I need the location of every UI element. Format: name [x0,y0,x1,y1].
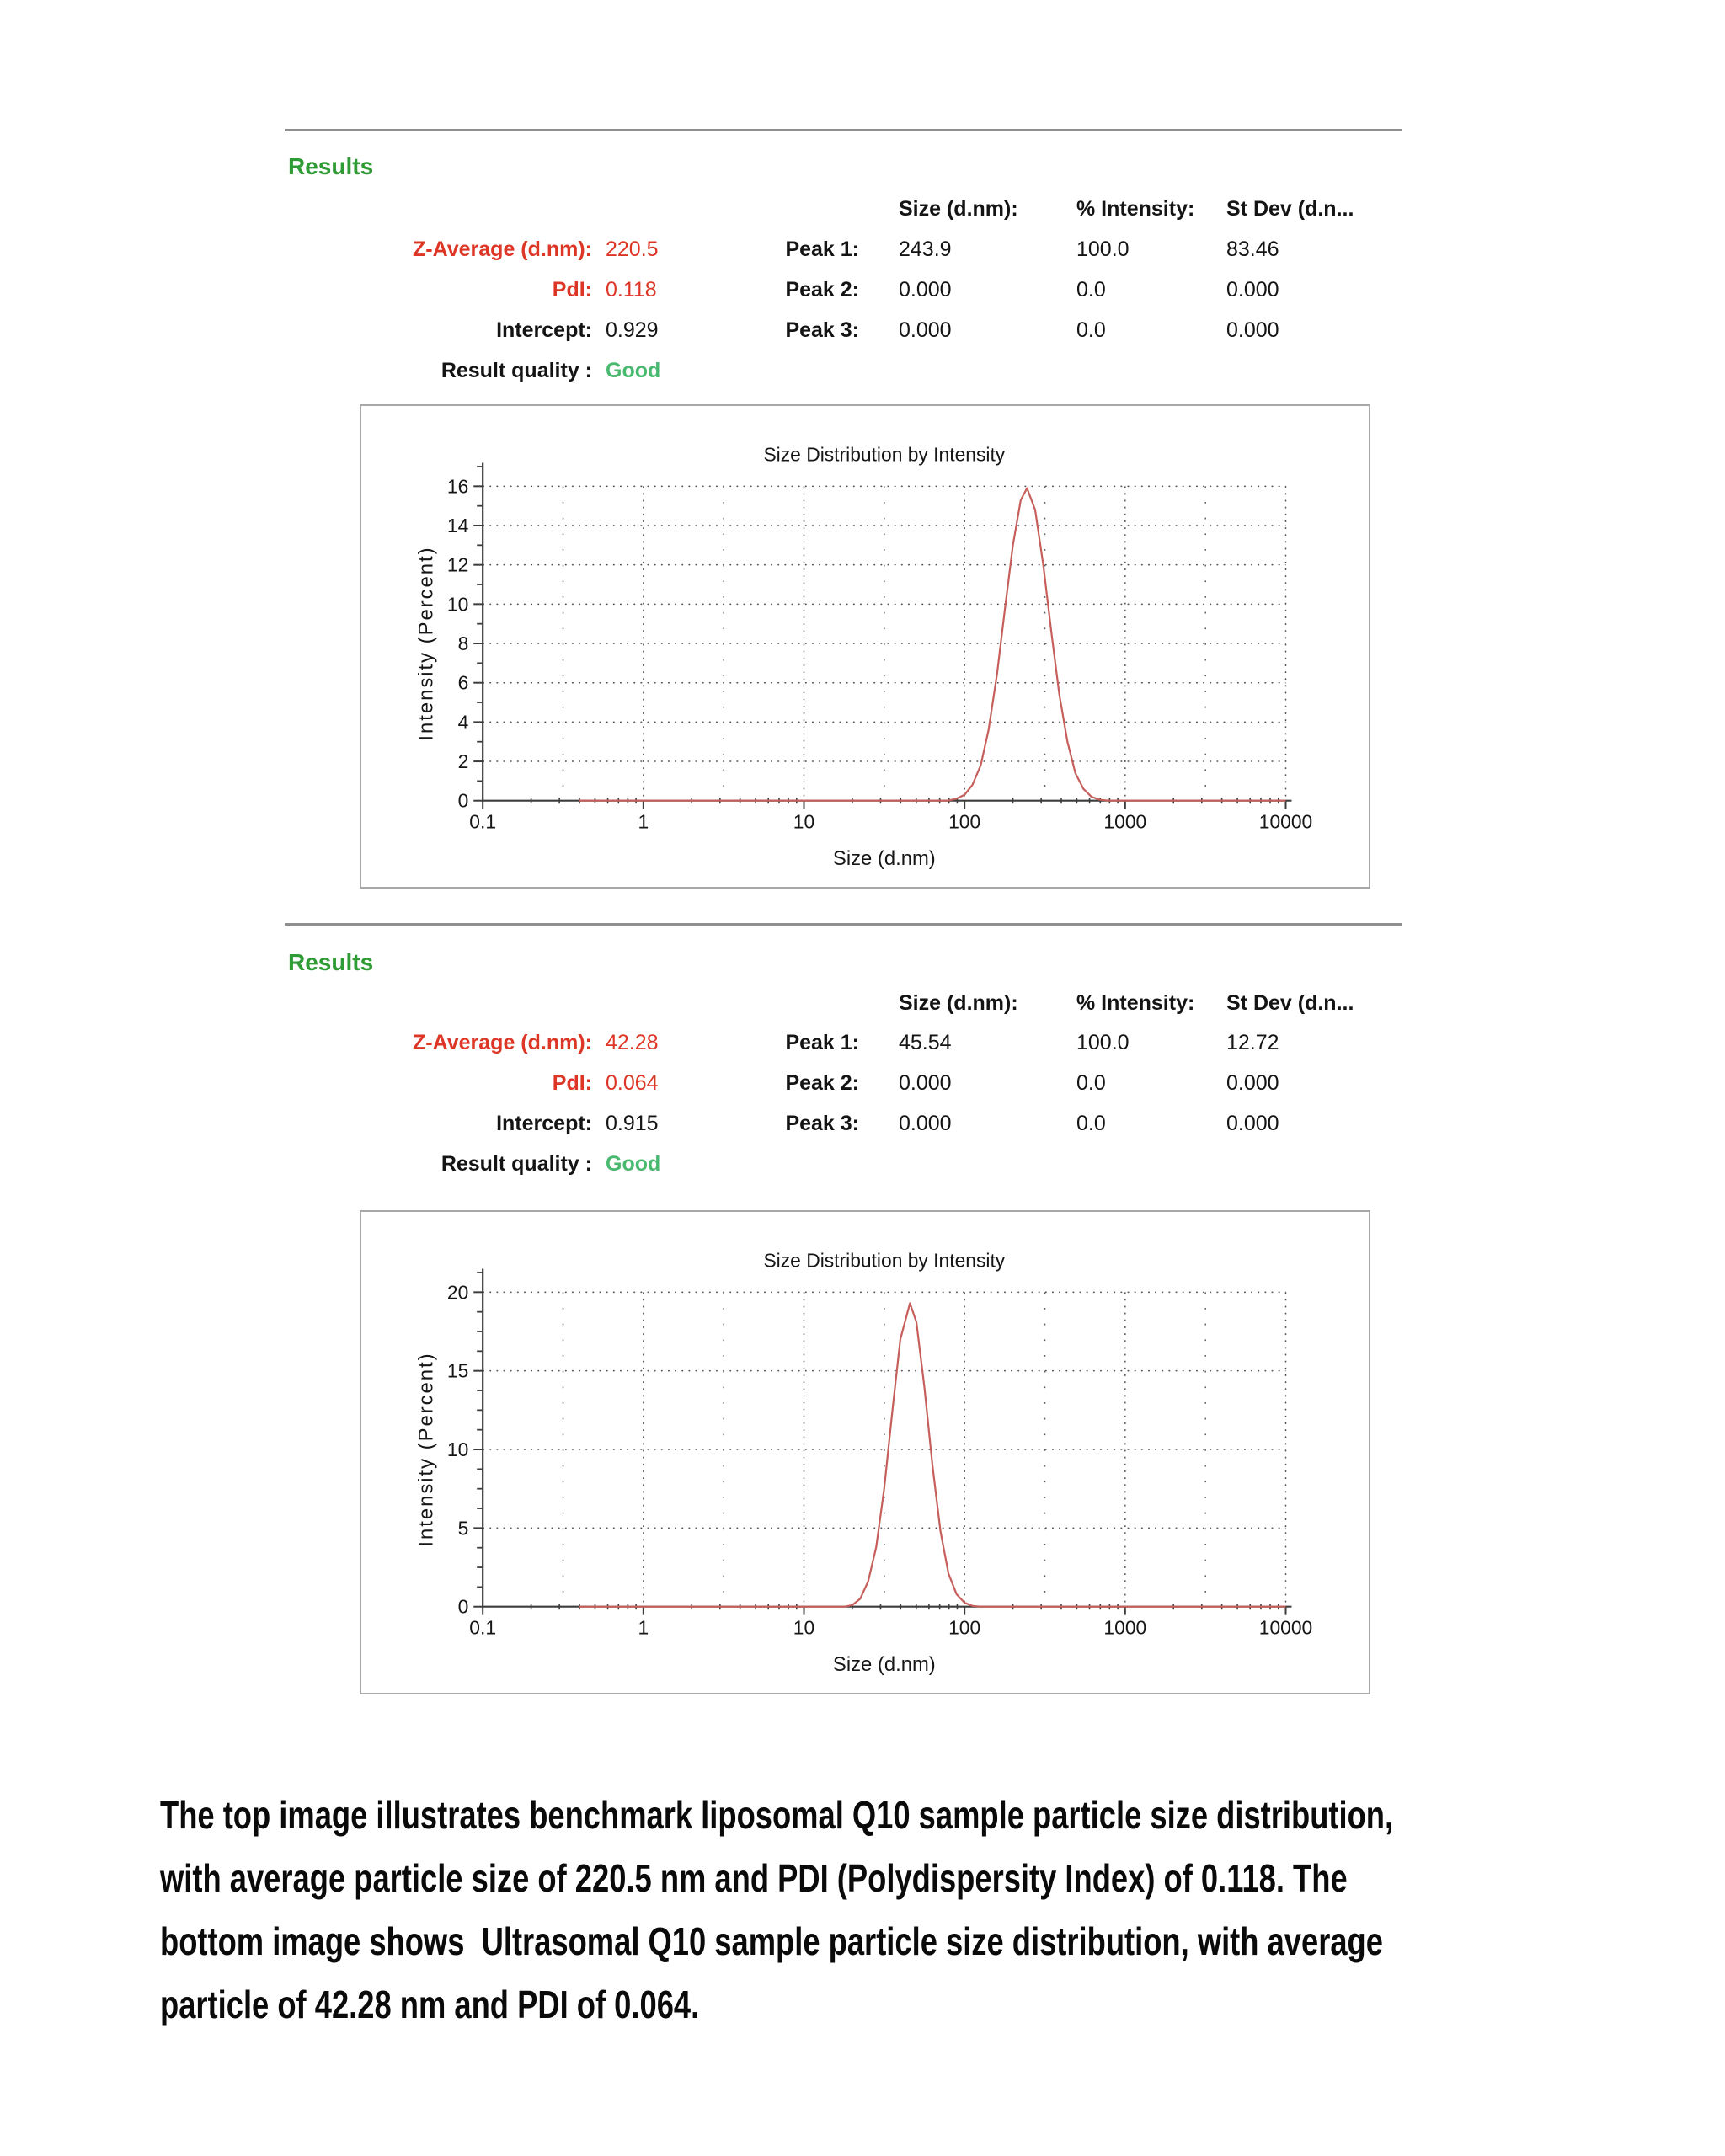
size-distribution-chart-top [360,404,1370,889]
peak3-label: Peak 3: [785,318,859,342]
caption-line: The top image illustrates benchmark liposomal Q10 sample particle size distribution, [160,1793,1394,1837]
result-quality-label: Result quality : [441,359,592,382]
svg-text:8: 8 [457,632,469,654]
intercept-label: Intercept: [496,1112,592,1135]
table-row [0,315,1725,345]
peak1-intensity: 100.0 [1076,1031,1130,1054]
result-quality-value: Good [606,1152,661,1176]
svg-text:5: 5 [457,1517,469,1540]
svg-text:100: 100 [948,1616,981,1639]
peak2-size: 0.000 [899,278,952,302]
svg-text:0.1: 0.1 [469,810,497,833]
svg-text:10: 10 [446,593,469,616]
col-header-size: Size (d.nm): [899,197,1018,221]
svg-text:12: 12 [446,553,469,576]
peak3-stdev: 0.000 [1226,1112,1279,1135]
svg-text:16: 16 [446,475,469,498]
peak1-size: 45.54 [899,1031,952,1054]
peak2-label: Peak 2: [785,278,859,302]
svg-text:Size Distribution by Intensity: Size Distribution by Intensity [763,443,1006,466]
pdi-value: 0.064 [606,1071,659,1095]
peak1-stdev: 12.72 [1226,1031,1279,1054]
svg-text:14: 14 [446,514,469,536]
peak1-size: 243.9 [899,237,952,261]
svg-text:1: 1 [638,810,649,833]
table-row [0,234,1725,264]
peak3-stdev: 0.000 [1226,318,1279,342]
table-row [0,1149,1725,1179]
peak1-stdev: 83.46 [1226,237,1279,261]
svg-text:10: 10 [793,810,815,833]
peak3-label: Peak 3: [785,1112,859,1135]
svg-text:Size (d.nm): Size (d.nm) [832,1653,936,1677]
z-average-value: 42.28 [606,1031,659,1054]
peak2-size: 0.000 [899,1071,952,1095]
peak1-intensity: 100.0 [1076,237,1130,261]
svg-text:0: 0 [457,1595,469,1618]
svg-text:Size (d.nm): Size (d.nm) [832,847,936,871]
peak3-size: 0.000 [899,318,952,342]
intercept-value: 0.929 [606,318,659,342]
results-heading: Results [288,949,374,975]
z-average-value: 220.5 [606,237,659,261]
svg-text:1: 1 [638,1616,649,1639]
peak3-intensity: 0.0 [1076,1112,1106,1135]
svg-text:15: 15 [446,1359,469,1382]
result-quality-value: Good [606,359,661,382]
distribution-curve [579,1303,1286,1606]
caption-line: with average particle size of 220.5 nm and PDI (Polydispersity Index) of 0.118. The [160,1856,1348,1900]
table-row [0,355,1725,386]
svg-text:1000: 1000 [1103,810,1147,833]
svg-text:100: 100 [948,810,981,833]
svg-text:Intensity (Percent): Intensity (Percent) [414,546,438,741]
caption-line: bottom image shows Ultrasomal Q10 sample particle size distribution, with average [160,1919,1383,1963]
col-header-stdev: St Dev (d.n... [1226,197,1354,221]
col-header-intensity: % Intensity: [1076,991,1195,1015]
intercept-label: Intercept: [496,318,592,342]
caption [160,1784,1676,2036]
svg-text:20: 20 [446,1281,469,1304]
svg-text:4: 4 [457,711,469,734]
table-row [0,1108,1725,1139]
caption-line: particle of 42.28 nm and PDI of 0.064. [160,1983,700,2026]
svg-text:Intensity (Percent): Intensity (Percent) [414,1352,438,1547]
pdi-label: PdI: [552,1071,592,1095]
peak3-intensity: 0.0 [1076,318,1106,342]
svg-text:2: 2 [457,750,469,772]
peak2-label: Peak 2: [785,1071,859,1095]
peak3-size: 0.000 [899,1112,952,1135]
separator-line [285,129,1402,131]
distribution-curve [579,488,1286,801]
col-header-intensity: % Intensity: [1076,197,1195,221]
separator-line [285,923,1402,926]
table-row [0,1068,1725,1098]
svg-text:10000: 10000 [1258,1616,1313,1639]
table-row [0,1027,1725,1058]
z-average-label: Z-Average (d.nm): [413,237,592,261]
pdi-label: PdI: [552,278,592,302]
peak1-label: Peak 1: [785,1031,859,1054]
svg-text:1000: 1000 [1103,1616,1147,1639]
peak2-stdev: 0.000 [1226,1071,1279,1095]
svg-text:10: 10 [793,1616,815,1639]
svg-text:0: 0 [457,789,469,812]
result-quality-label: Result quality : [441,1152,592,1176]
intercept-value: 0.915 [606,1112,659,1135]
svg-text:6: 6 [457,671,469,694]
size-distribution-chart-bottom [360,1210,1370,1694]
peak-table-header-row [0,194,1725,224]
svg-text:10: 10 [446,1438,469,1460]
peak2-intensity: 0.0 [1076,278,1106,302]
peak2-stdev: 0.000 [1226,278,1279,302]
z-average-label: Z-Average (d.nm): [413,1031,592,1054]
svg-text:0.1: 0.1 [469,1616,497,1639]
svg-text:10000: 10000 [1258,810,1313,833]
col-header-size: Size (d.nm): [899,991,1018,1015]
peak2-intensity: 0.0 [1076,1071,1106,1095]
results-heading: Results [288,153,374,179]
peak1-label: Peak 1: [785,237,859,261]
peak-table-header-row [0,988,1725,1018]
svg-text:Size Distribution by Intensity: Size Distribution by Intensity [763,1249,1006,1272]
col-header-stdev: St Dev (d.n... [1226,991,1354,1015]
pdi-value: 0.118 [606,278,657,302]
table-row [0,275,1725,305]
